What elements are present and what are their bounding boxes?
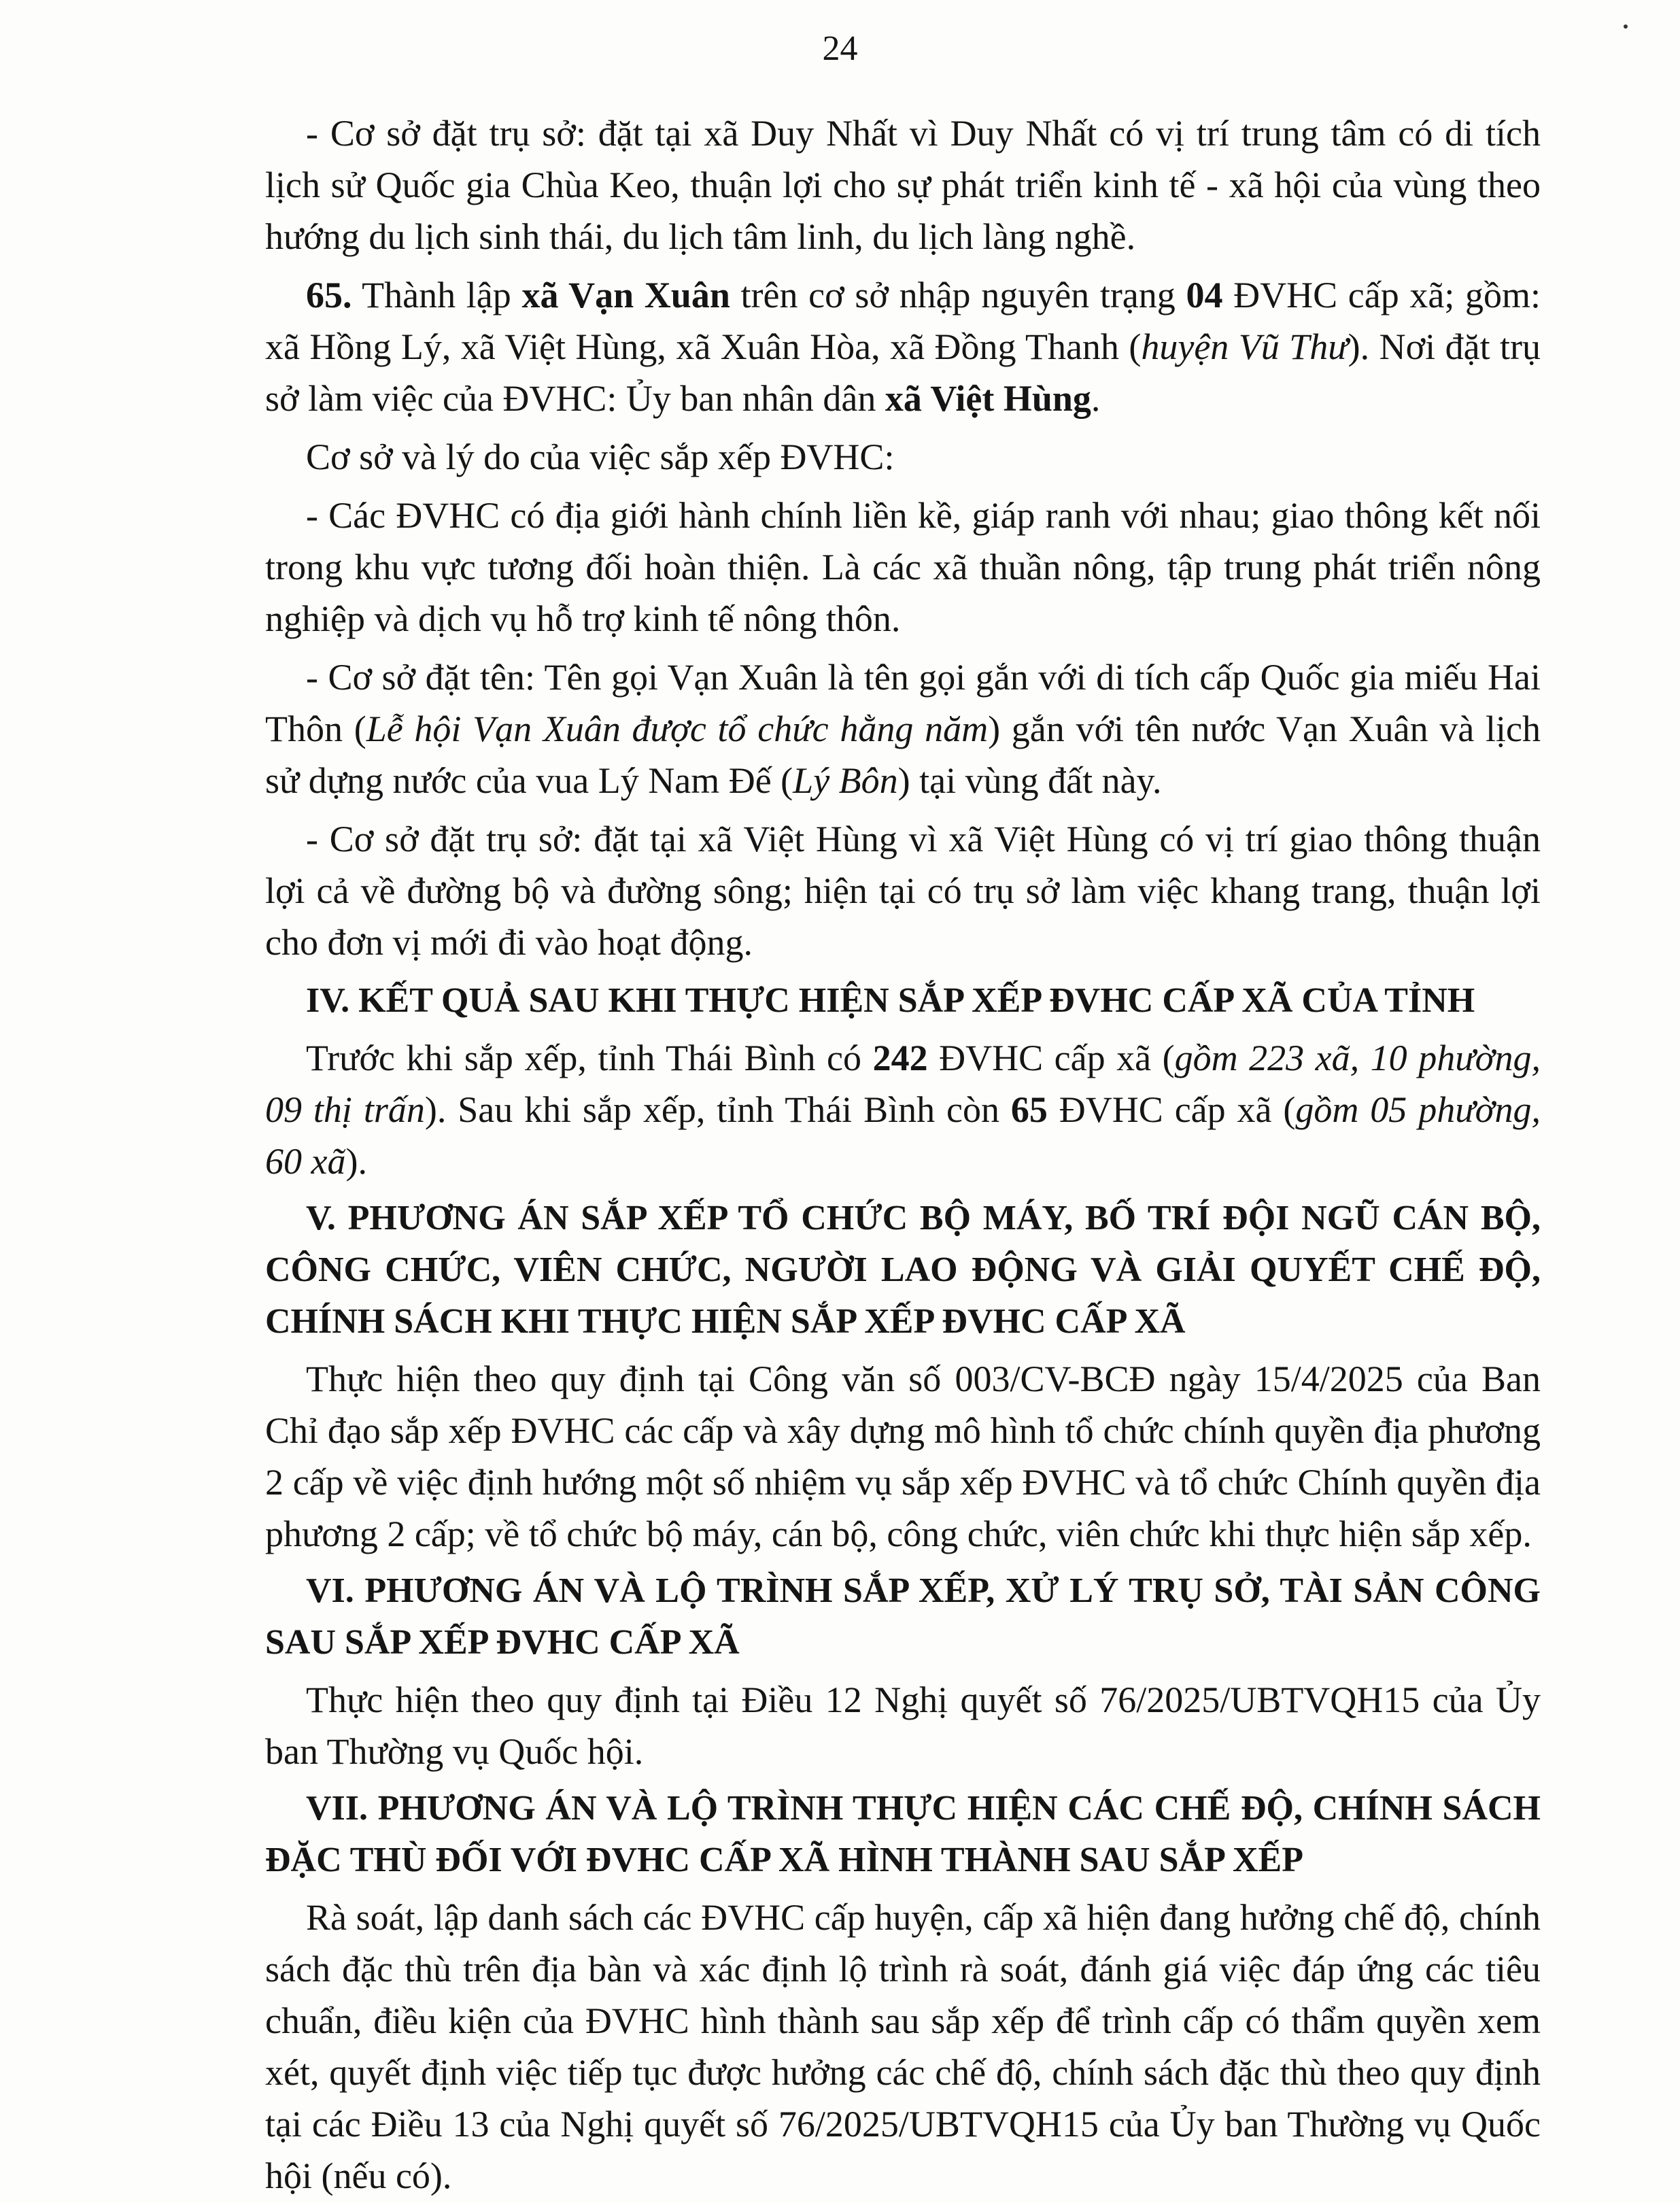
page-number: 24 [822, 29, 858, 68]
text-segment: ĐVHC cấp xã ( [1047, 1089, 1296, 1130]
text-segment: ĐVHC cấp xã ( [927, 1038, 1175, 1078]
section-6-heading: VI. PHƯƠNG ÁN VÀ LỘ TRÌNH SẮP XẾP, XỬ LÝ TRỤ SỞ, TÀI SẢN CÔNG SAU SẮP XẾP ĐVHC CẤP XÃ [265, 1571, 1541, 1662]
item-number: 65. [306, 275, 352, 315]
italic-segment: Lễ hội Vạn Xuân được tổ chức hằng năm [366, 708, 989, 749]
text-segment: Thành lập [352, 275, 522, 315]
district-name: huyện Vũ Thư [1141, 326, 1348, 367]
count-before: 242 [872, 1038, 928, 1078]
section-4-heading: IV. KẾT QUẢ SAU KHI THỰC HIỆN SẮP XẾP ĐVHC CẤP XÃ CỦA TỈNH [306, 981, 1475, 1020]
unit-count: 04 [1186, 275, 1223, 315]
basis-title: Cơ sở và lý do của việc sắp xếp ĐVHC: [306, 437, 895, 477]
text-segment: ) tại vùng đất này. [897, 760, 1162, 801]
text-segment: trên cơ sở nhập nguyên trạng [730, 275, 1186, 315]
paragraph-hq-basis-duy-nhat: - Cơ sở đặt trụ sở: đặt tại xã Duy Nhất vì Duy Nhất có vị trí trung tâm có di tích lịch sử Quốc gia Chùa Keo, thuận lợi cho sự phát triển kinh tế - xã hội của vùng theo hướng du lịch sinh thái, du lịch tâm linh, du lịch làng nghề. [265, 113, 1541, 257]
text-segment: - Cơ sở đặt tên: Tên gọi Vạn Xuân là tên gọi gắn với di tích cấp Quốc gia miếu Hai Thôn ( [265, 657, 1541, 749]
section-5-body: Thực hiện theo quy định tại Công văn số 003/CV-BCĐ ngày 15/4/2025 của Ban Chỉ đạo sắp xếp ĐVHC các cấp và xây dựng mô hình tổ chức chính quyền địa phương 2 cấp về việc định hướng một số nhiệm vụ sắp xếp ĐVHC và tổ chức Chính quyền địa phương 2 cấp; về tổ chức bộ máy, cán bộ, công chức, viên chức khi thực hiện sắp xếp. [265, 1359, 1541, 1554]
text-segment: ). Sau khi sắp xếp, tỉnh Thái Bình còn [424, 1089, 1011, 1130]
text-segment: ). [345, 1141, 367, 1182]
document-body [265, 107, 1541, 2202]
section-7-heading: VII. PHƯƠNG ÁN VÀ LỘ TRÌNH THỰC HIỆN CÁC CHẾ ĐỘ, CHÍNH SÁCH ĐẶC THÙ ĐỐI VỚI ĐVHC CẤP XÃ HÌNH THÀNH SAU SẮP XẾP [265, 1789, 1541, 1879]
section-7-body: Rà soát, lập danh sách các ĐVHC cấp huyện, cấp xã hiện đang hưởng chế độ, chính sách đặc thù trên địa bàn và xác định lộ trình rà soát, đánh giá việc đáp ứng các tiêu chuẩn, điều kiện của ĐVHC hình thành sau sắp xếp để trình cấp có thẩm quyền xem xét, quyết định việc tiếp tục được hưởng các chế độ, chính sách đặc thù theo quy định tại các Điều 13 của Nghị quyết số 76/2025/UBTVQH15 của Ủy ban Thường vụ Quốc hội (nếu có). [265, 1897, 1541, 2196]
text-segment: ). Nơi đặt trụ sở làm việc của ĐVHC: Ủy ban nhân dân [265, 326, 1541, 419]
section-4-body [265, 1032, 1541, 1187]
section-5-heading: V. PHƯƠNG ÁN SẮP XẾP TỔ CHỨC BỘ MÁY, BỐ TRÍ ĐỘI NGŨ CÁN BỘ, CÔNG CHỨC, VIÊN CHỨC, NGƯỜI LAO ĐỘNG VÀ GIẢI QUYẾT CHẾ ĐỘ, CHÍNH SÁCH KHI THỰC HIỆN SẮP XẾP ĐVHC CẤP XÃ [265, 1199, 1541, 1341]
italic-segment: gồm 223 xã, 10 phường, 09 thị trấn [265, 1038, 1541, 1130]
italic-segment: Lý Bôn [793, 760, 898, 801]
headquarters-name: xã Việt Hùng [885, 378, 1091, 419]
basis-naming [265, 651, 1541, 806]
item-65-paragraph [265, 269, 1541, 424]
section-6-body: Thực hiện theo quy định tại Điều 12 Nghị quyết số 76/2025/UBTVQH15 của Ủy ban Thường vụ Quốc hội. [265, 1679, 1541, 1772]
text-segment: Trước khi sắp xếp, tỉnh Thái Bình có [306, 1038, 873, 1078]
basis-boundary: - Các ĐVHC có địa giới hành chính liền kề, giáp ranh với nhau; giao thông kết nối trong khu vực tương đối hoàn thiện. Là các xã thuần nông, tập trung phát triển nông nghiệp và dịch vụ hỗ trợ kinh tế nông thôn. [265, 495, 1541, 639]
commune-name: xã Vạn Xuân [521, 275, 730, 315]
text-segment: ĐVHC cấp xã; gồm: xã Hồng Lý, xã Việt Hùng, xã Xuân Hòa, xã Đồng Thanh ( [265, 275, 1541, 367]
basis-headquarters: - Cơ sở đặt trụ sở: đặt tại xã Việt Hùng vì xã Việt Hùng có vị trí giao thông thuận lợi cả về đường bộ và đường sông; hiện tại có trụ sở làm việc khang trang, thuận lợi cho đơn vị mới đi vào hoạt động. [265, 819, 1541, 963]
text-segment: . [1091, 378, 1101, 419]
count-after: 65 [1010, 1089, 1048, 1130]
text-segment: ) gắn với tên nước Vạn Xuân và lịch sử dựng nước của vua Lý Nam Đế ( [265, 708, 1541, 801]
italic-segment: gồm 05 phường, 60 xã [265, 1089, 1541, 1182]
